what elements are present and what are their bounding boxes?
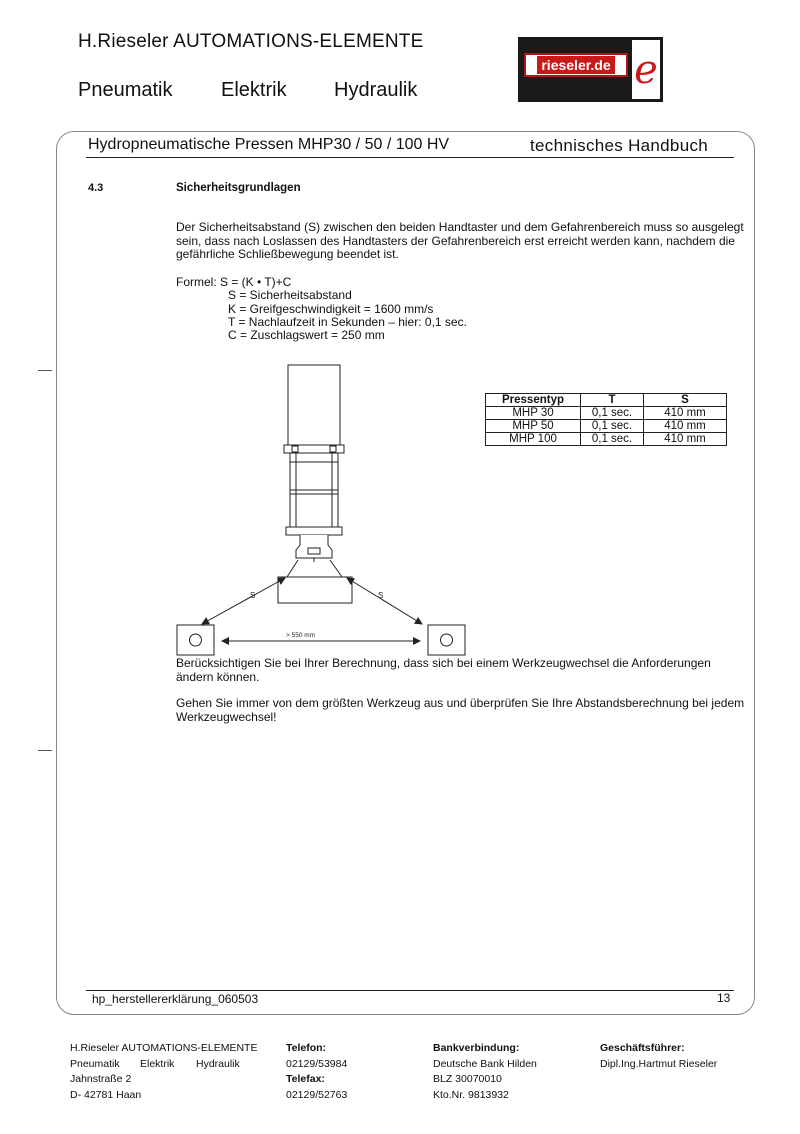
footer-bank-label: Bankverbindung:: [433, 1042, 520, 1054]
table-row: [486, 433, 727, 446]
footer-md-label: Geschäftsführer:: [600, 1042, 685, 1054]
footer-street: Jahnstraße 2: [70, 1073, 132, 1085]
table-cell: 410 mm: [644, 407, 727, 420]
footer-md: Dipl.Ing.Hartmut Rieseler: [600, 1057, 718, 1070]
footer-bank: [433, 1041, 537, 1103]
table-header: T: [581, 394, 644, 407]
footer-rule: [86, 990, 734, 991]
table-cell: MHP 100: [486, 433, 581, 446]
footer-company: H.Rieseler AUTOMATIONS-ELEMENTE: [70, 1042, 258, 1054]
footer-phone: 02129/53984: [286, 1057, 348, 1070]
logo-e-glyph: e: [634, 46, 658, 93]
formula-line: K = Greifgeschwindigkeit = 1600 mm/s: [228, 301, 434, 316]
document-subtitle: technisches Handbuch: [530, 136, 709, 155]
table-cell: MHP 50: [486, 420, 581, 433]
label-s-right: S: [378, 591, 384, 600]
footer-bank-name: Deutsche Bank Hilden: [433, 1057, 537, 1070]
footer-blz: BLZ 30070010: [433, 1073, 502, 1085]
table-row: [486, 420, 727, 433]
footer-management: [600, 1041, 717, 1072]
footer-division: Hydraulik: [196, 1057, 240, 1070]
document-title: Hydropneumatische Pressen MHP30 / 50 / 100 HV: [88, 136, 450, 153]
table-row: [486, 407, 727, 420]
table-cell: 0,1 sec.: [581, 420, 644, 433]
footer-contact: [286, 1041, 347, 1103]
section-title: Sicherheitsgrundlagen: [176, 182, 301, 194]
formula-line: T = Nachlaufzeit in Sekunden – hier: 0,1 sec.: [228, 314, 467, 329]
table-cell: 0,1 sec.: [581, 433, 644, 446]
footer-divisions: [70, 1057, 257, 1073]
division-elektrik: Elektrik: [221, 79, 287, 101]
label-s-left: S: [250, 591, 256, 600]
footer-division: Pneumatik: [70, 1057, 120, 1070]
formula-line: Formel: S = (K • T)+C: [176, 275, 292, 289]
division-hydraulik: Hydraulik: [334, 79, 418, 101]
footer-account: Kto.Nr. 9813932: [433, 1088, 509, 1101]
footer-address: [70, 1041, 257, 1103]
paragraph-safety-distance: Der Sicherheitsabstand (S) zwischen den beiden Handtaster und dem Gefahrenbereich muss so ausgelegt sein, dass nach Loslassen des Handtasters der Gefahrenbereich erst erreicht werden kann, nachdem die gefährliche Schließbewegung beendet ist.: [176, 220, 744, 261]
table-header: Pressentyp: [486, 394, 581, 407]
footer-fax-label: Telefax:: [286, 1073, 325, 1085]
table-cell: 410 mm: [644, 433, 727, 446]
table-cell: MHP 30: [486, 407, 581, 420]
footer-division: Elektrik: [140, 1057, 175, 1070]
press-table: [485, 393, 727, 446]
press-drawing: [177, 365, 465, 655]
table-header: S: [644, 394, 727, 407]
footer-fax: 02129/52763: [286, 1088, 348, 1101]
footer-city: D- 42781 Haan: [70, 1088, 142, 1101]
table-cell: 410 mm: [644, 420, 727, 433]
paragraph-tool-change: Berücksichtigen Sie bei Ihrer Berechnung, dass sich bei einem Werkzeugwechsel die Anforderungen ändern können.: [176, 656, 711, 684]
division-pneumatik: Pneumatik: [78, 79, 173, 101]
table-cell: 0,1 sec.: [581, 407, 644, 420]
document-id: hp_herstellererklärung_060503: [92, 992, 259, 1006]
formula-line: C = Zuschlagswert = 250 mm: [228, 328, 385, 343]
section-number: 4.3: [88, 182, 104, 194]
distance-label: > 550 mm: [286, 632, 316, 639]
paragraph-largest-tool: Gehen Sie immer von dem größten Werkzeug aus und überprüfen Sie Ihre Abstandsberechnung bei jedem Werkzeugwechsel!: [176, 696, 745, 724]
formula-line: S = Sicherheitsabstand: [228, 288, 352, 303]
footer-phone-label: Telefon:: [286, 1042, 327, 1054]
logo-text: rieseler.de: [537, 56, 614, 74]
table-header-row: [486, 394, 727, 407]
page-number: 13: [717, 991, 731, 1005]
company-name: H.Rieseler AUTOMATIONS-ELEMENTE: [78, 31, 424, 52]
